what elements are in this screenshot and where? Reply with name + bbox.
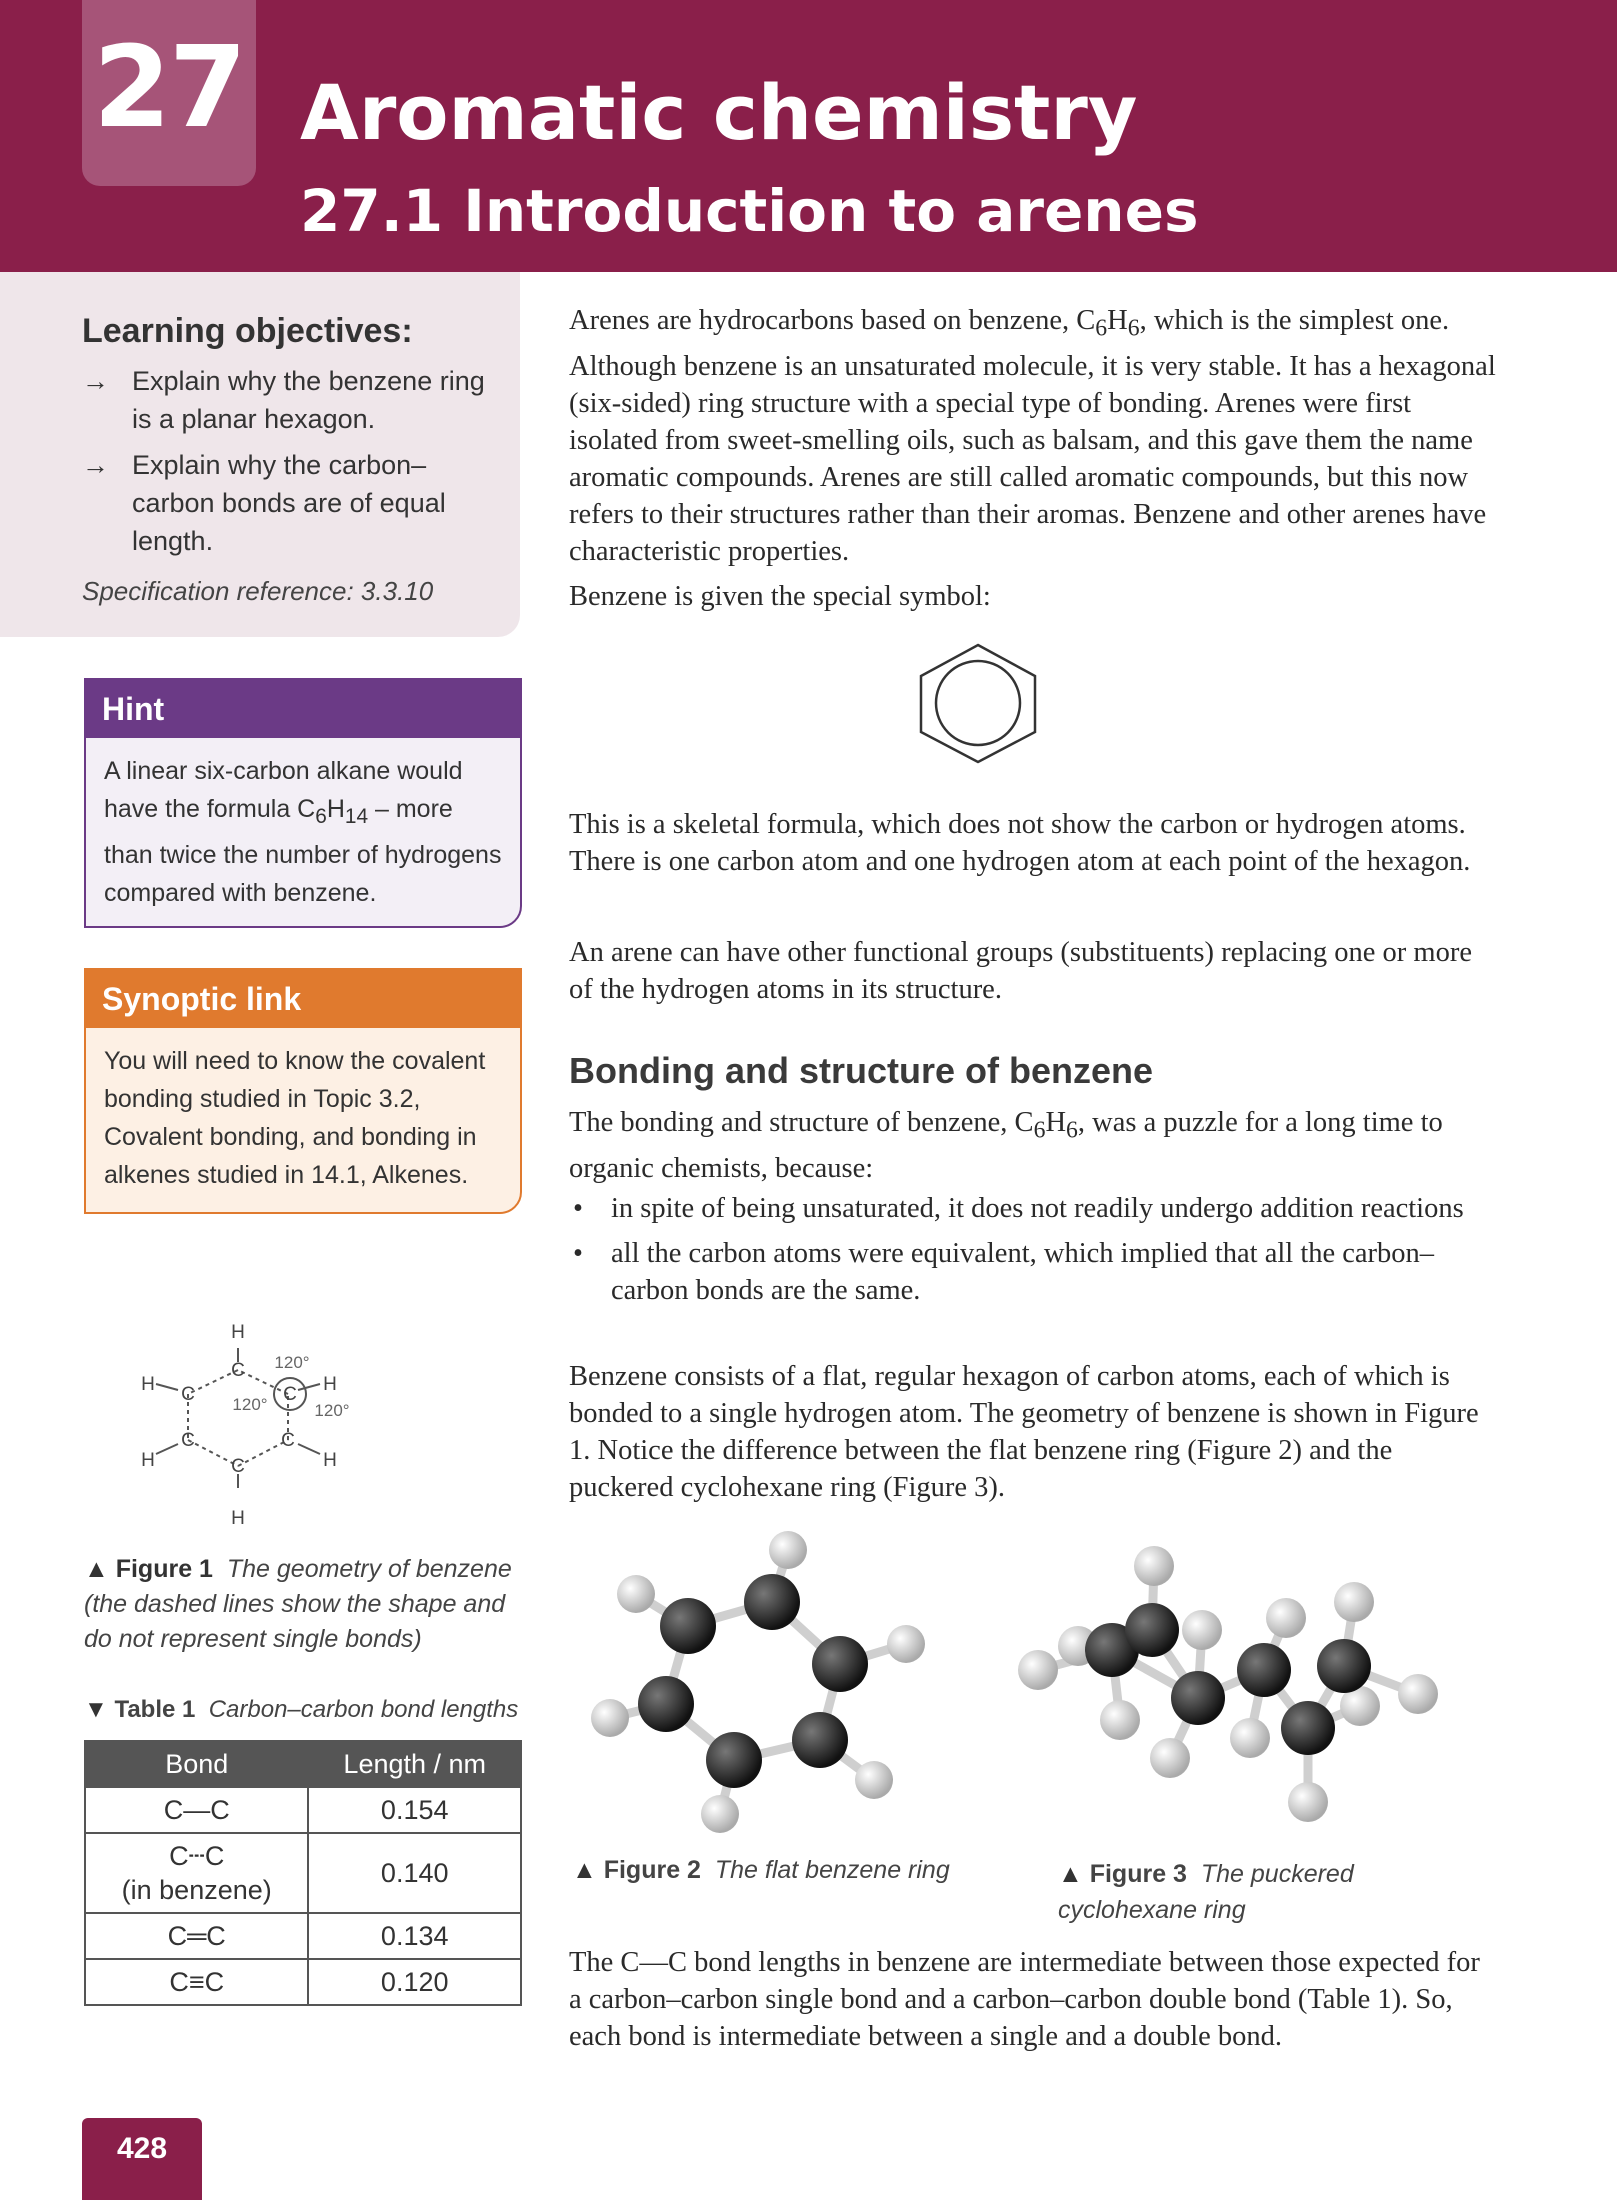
table-row: C≡C 0.120 xyxy=(85,1959,521,2005)
list-item: • in spite of being unsaturated, it does not readily undergo addition reactions xyxy=(573,1193,1464,1224)
atom-label: C xyxy=(231,1360,245,1381)
table-header: Length / nm xyxy=(308,1741,521,1787)
cyclohexane-ball-stick-model xyxy=(1010,1520,1450,1840)
list-item: • all the carbon atoms were equivalent, which implied that all the carbon–carbon bonds are the same. xyxy=(573,1238,1435,1306)
chapter-number: 27 xyxy=(93,23,245,153)
hint-box xyxy=(84,678,522,928)
table-row: C┄C (in benzene) 0.140 xyxy=(85,1833,521,1913)
chapter-title: Aromatic chemistry xyxy=(300,68,1138,157)
bonding-bullet-list xyxy=(569,1190,1499,1317)
benzene-ball-stick-model xyxy=(590,1520,930,1840)
atom-label: C xyxy=(281,1430,295,1451)
benzene-geometry-diagram xyxy=(120,1290,400,1540)
learning-objectives-heading: Learning objectives: xyxy=(82,312,413,350)
geometry-paragraph: Benzene consists of a flat, regular hexagon of carbon atoms, each of which is bonded to a single hydrogen atom. The geometry of benzene is shown in Figure 1. Notice the difference between the flat benzene ring (Figure 2) and the puckered cyclohexane ring (Figure 3). xyxy=(569,1361,1479,1503)
atom-label: H xyxy=(231,1322,245,1343)
table-header: Bond xyxy=(85,1741,308,1787)
arrow-icon: → xyxy=(82,366,109,396)
atom-label: H xyxy=(323,1450,337,1471)
table-row: C═C 0.134 xyxy=(85,1913,521,1959)
bonding-heading: Bonding and structure of benzene xyxy=(569,1050,1154,1091)
figure-3-caption: ▲ Figure 3 The puckered cyclohexane ring xyxy=(1058,1860,1354,1924)
synoptic-link-box xyxy=(84,968,522,1214)
bond-length-table xyxy=(84,1740,522,2006)
figure-1-caption: ▲ Figure 1 The geometry of benzene (the dashed lines show the shape and do not represent single bonds) xyxy=(84,1555,512,1653)
arrow-icon: → xyxy=(82,450,109,480)
hint-title: Hint xyxy=(86,680,520,738)
synoptic-link-title: Synoptic link xyxy=(86,970,520,1028)
atom-label: H xyxy=(323,1374,337,1395)
table-header-row xyxy=(85,1741,521,1787)
atom-label: C xyxy=(181,1384,195,1405)
synoptic-link-text: You will need to know the covalent bonding studied in Topic 3.2, Covalent bonding, and bonding in alkenes studied in 14.1, Alkenes. xyxy=(104,1047,486,1189)
symbol-intro-paragraph: Benzene is given the special symbol: xyxy=(569,581,991,612)
table-row: C—C 0.154 xyxy=(85,1787,521,1833)
specification-reference: Specification reference: 3.3.10 xyxy=(82,576,434,606)
table-1-caption: ▼ Table 1 Carbon–carbon bond lengths xyxy=(84,1696,519,1723)
atom-label: C xyxy=(231,1456,245,1477)
substituents-paragraph: An arene can have other functional groups (substituents) replacing one or more of the hydrogen atoms in its structure. xyxy=(569,937,1472,1005)
atom-label: H xyxy=(231,1508,245,1529)
angle-label: 120° xyxy=(314,1401,350,1420)
learning-objectives-list xyxy=(82,362,502,568)
atom-label: H xyxy=(141,1374,155,1395)
hint-text: A linear six-carbon alkane would have the formula $C_6H_{14}$ – more than twice the number of hydrogens compared with benzene. xyxy=(104,757,502,907)
angle-label: 120° xyxy=(274,1353,310,1372)
page-number: 428 xyxy=(116,2132,168,2165)
angle-label: 120° xyxy=(232,1395,268,1414)
section-title: 27.1 Introduction to arenes xyxy=(300,177,1199,245)
objective-item: → Explain why the benzene ring is a planar hexagon. xyxy=(82,362,502,438)
skeletal-formula-paragraph: This is a skeletal formula, which does not show the carbon or hydrogen atoms. There is one carbon atom and one hydrogen atom at each point of the hexagon. xyxy=(569,809,1471,877)
intro-paragraph: Arenes are hydrocarbons based on benzene, $C_6H_6$, which is the simplest one. Although benzene is an unsaturated molecule, it is very stable. It has a hexagonal (six-sided) ring structure with a special type of bonding. Arenes were first isolated from sweet-smelling oils, such as balsam, and this gave them the name aromatic compounds. Arenes are still called aromatic compounds, but this now refers to their structures rather than their aromas. Benzene and other arenes have characteristic properties. xyxy=(569,305,1496,567)
figure-2-caption: ▲ Figure 2 The flat benzene ring xyxy=(572,1856,950,1884)
atom-label: H xyxy=(141,1450,155,1471)
objective-item: → Explain why the carbon–carbon bonds are of equal length. xyxy=(82,446,502,560)
atom-label: C xyxy=(283,1384,297,1405)
benzene-symbol-diagram xyxy=(915,642,1041,764)
atom-label: C xyxy=(181,1430,195,1451)
bond-lengths-paragraph: The C—C bond lengths in benzene are intermediate between those expected for a carbon–carbon single bond and a carbon–carbon double bond (Table 1). So, each bond is intermediate between a single and a double bond. xyxy=(569,1947,1480,2052)
bonding-paragraph: The bonding and structure of benzene, $C_6H_6$, was a puzzle for a long time to organic chemists, because: xyxy=(569,1107,1443,1184)
